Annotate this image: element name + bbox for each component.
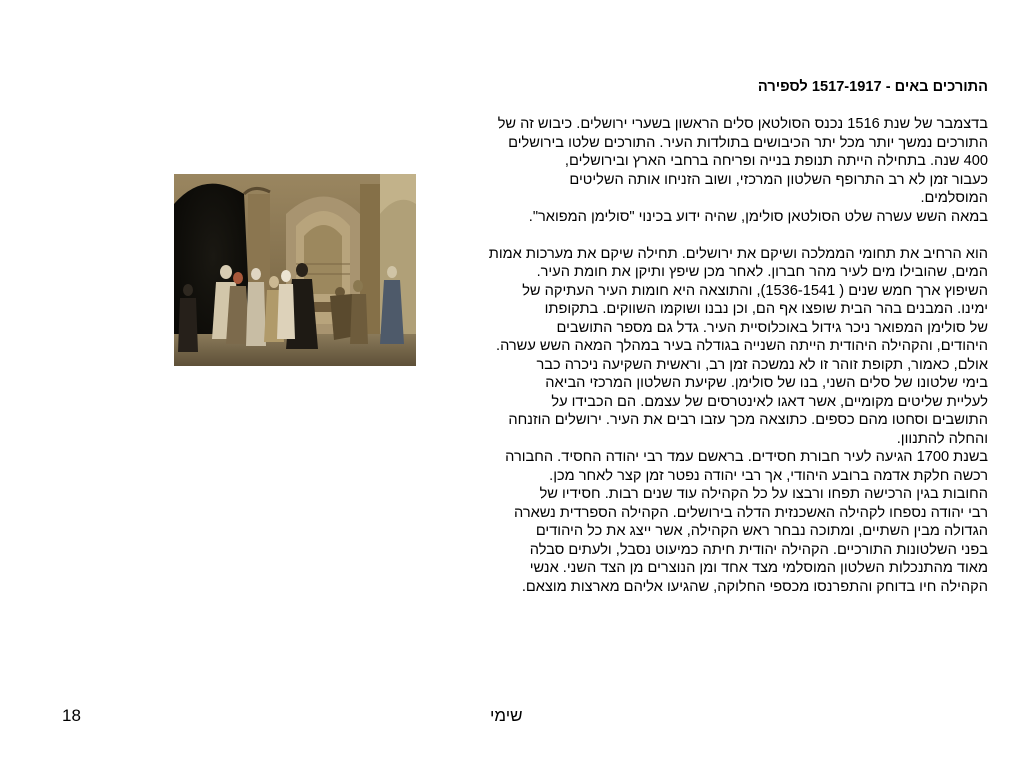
historical-painting-image bbox=[174, 174, 416, 366]
text-line: בשנת 1700 הגיעה לעיר חבורת חסידים. בראשם עמד רבי יהודה החסיד. החבורה bbox=[505, 449, 988, 465]
text-line: לעליית שליטים מקומיים, אשר דאגו לאינטרסים של עצמם. הם הכבידו על bbox=[551, 393, 988, 410]
text-line: רכשה חלקת אדמה ברובע היהודי, אך רבי יהודה נפטר זמן קצר לאחר מכן. bbox=[549, 467, 988, 484]
text-line: היהודים, והקהילה היהודית הייתה השנייה בגודלה בעיר במהלך המאה השש עשרה. bbox=[496, 338, 988, 354]
text-line: הוא הרחיב את תחומי הממלכה ושיקם את ירושלים. תחילה שיקם את מערכות אמות bbox=[488, 245, 988, 262]
text-line: מאוד מהתנכלות השלטון המוסלמי מצד אחד ומן הנוצרים מן הצד השני. אנשי bbox=[529, 560, 988, 576]
text-line: במאה השש עשרה שלט הסולטאן סולימן, שהיה ידוע בכינוי "סולימן המפואר". bbox=[528, 208, 988, 225]
text-line: בימי שלטונו של סלים השני, בנו של סולימן. שקיעת השלטון המרכזי הביאה bbox=[545, 375, 988, 391]
footer-author: שימי bbox=[490, 706, 523, 725]
text-line: השיפוץ ארך חמש שנים ( 1536-1541), והתוצאה היא חומות העיר העתיקה של bbox=[522, 282, 988, 299]
text-line: התושבים וסחטו מהם כספים. כתוצאה מכך עזבו רבים את העיר. ירושלים הוזנחה bbox=[508, 412, 988, 428]
text-line: ימינו. המבנים בהר הבית שופצו אף הם, וכן נבנו ושוקמו השווקים. בתקופתו bbox=[544, 301, 988, 317]
page-number: 18 bbox=[62, 706, 81, 725]
text-line: כעבור זמן לא רב התרופף השלטון המרכזי, ושוב הזניחו אותה השליטים bbox=[569, 171, 988, 188]
text-line: התורכים נמשך יותר מכל יתר הכיבושים בתולדות העיר. התורכים שלטו בירושלים bbox=[508, 134, 988, 151]
paragraph-2 bbox=[436, 245, 988, 597]
text-line: של סולימן המפואר ניכר גידול באוכלוסיית העיר. גדל גם מספר התושבים bbox=[556, 319, 988, 336]
text-line: המוסלמים. bbox=[920, 190, 988, 206]
text-line: אולם, כאמור, תקופת זוהר זו לא נמשכה זמן רב, וראשית השקיעה ניכרה כבר bbox=[536, 356, 988, 373]
text-line: רבי יהודה נספחו לקהילה האשכנזית הדלה בירושלים. הקהילה הספרדית נשארה bbox=[514, 504, 988, 521]
painting-illustration bbox=[174, 174, 416, 366]
text-line: 400 שנה. בתחילה הייתה תנופת בנייה ופריחה ברחבי הארץ ובירושלים, bbox=[564, 153, 988, 169]
text-line: בדצמבר של שנת 1516 נכנס הסולטאן סלים הראשון בשערי ירושלים. כיבוש זה של bbox=[497, 116, 988, 132]
text-line: והחלה להתנוון. bbox=[896, 430, 988, 447]
paragraph-1 bbox=[436, 115, 988, 226]
text-line: המים, שהובילו מים לעיר מהר חברון. לאחר מכן שיפץ ותיקן את חומת העיר. bbox=[536, 264, 988, 280]
text-line: הקהילה חיו בדוחק והתפרנסו מכספי החלוקה, שהגיעו אליהם מארצות מוצאם. bbox=[521, 578, 988, 595]
text-line: החובות בגין הרכישה תפחו ורבצו על כל הקהילה עוד שנים רבות. חסידיו של bbox=[539, 486, 988, 502]
main-text-block bbox=[436, 78, 988, 596]
slide-title: התורכים באים - 1517-1917 לספירה bbox=[757, 79, 988, 95]
text-line: הגדולה מבין השתיים, ומתוכה נבחר ראש הקהילה, אשר ייצג את כל היהודים bbox=[535, 523, 988, 539]
text-line: בפני השלטונות התורכיים. הקהילה יהודית חיתה כמיעוט נסבל, ולעתים סבלה bbox=[529, 541, 988, 558]
